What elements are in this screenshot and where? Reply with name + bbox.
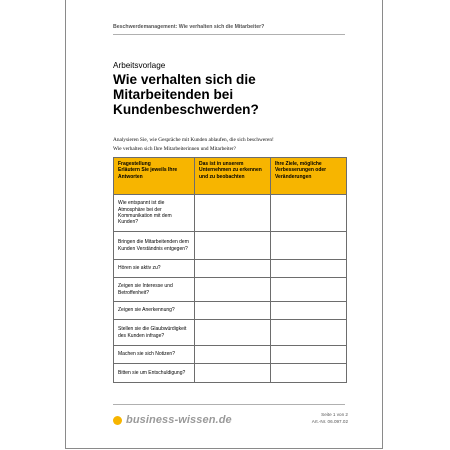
document-kicker: Arbeitsvorlage — [113, 61, 166, 70]
question-cell: Bitten sie um Entschuldigung? — [114, 364, 195, 383]
document-title: Wie verhalten sich die Mitarbeitenden bei Kundenbeschwerden? — [113, 72, 259, 117]
logo-text: business-wissen.de — [126, 414, 232, 426]
goals-cell[interactable] — [271, 232, 347, 260]
article-number: Art.-Nr. 06.097.02 — [311, 419, 348, 424]
goals-cell[interactable] — [271, 302, 347, 320]
column-header-observed-label: Das ist in unserem Unternehmen zu erkennen und zu beobachten — [199, 161, 262, 180]
column-header-goals-label: Ihre Ziele, mögliche Verbesserungen oder Veränderungen — [275, 161, 327, 180]
goals-cell[interactable] — [271, 346, 347, 364]
question-cell: Bringen die Mitarbeitenden dem Kunden Verständnis entgegen? — [114, 232, 195, 260]
running-header: Beschwerdemanagement: Wie verhalten sich die Mitarbeiter? — [113, 24, 265, 30]
goals-cell[interactable] — [271, 320, 347, 346]
column-header-goals — [271, 158, 347, 195]
observed-cell[interactable] — [195, 364, 271, 383]
goals-cell[interactable] — [271, 260, 347, 278]
table-row — [114, 195, 347, 232]
page-info — [312, 411, 348, 425]
table-row — [114, 278, 347, 302]
logo-dot-icon — [113, 416, 122, 425]
observed-cell[interactable] — [195, 232, 271, 260]
question-cell: Machen sie sich Notizen? — [114, 346, 195, 364]
question-cell: Zeigen sie Interesse und Betroffenheit? — [114, 278, 195, 302]
intro-line-2: Wie verhalten sich Ihre Mitarbeiterinnen und Mitarbeiter? — [113, 146, 237, 152]
column-header-question — [114, 158, 195, 195]
table-row — [114, 232, 347, 260]
goals-cell[interactable] — [271, 364, 347, 383]
goals-cell[interactable] — [271, 195, 347, 232]
question-cell: Stellen sie die Glaubwürdigkeit des Kunden infrage? — [114, 320, 195, 346]
observed-cell[interactable] — [195, 195, 271, 232]
intro-text — [113, 136, 348, 154]
observed-cell[interactable] — [195, 278, 271, 302]
document-page — [65, 0, 383, 449]
table-row — [114, 346, 347, 364]
footer-divider — [113, 404, 345, 405]
column-header-question-title: Fragestellung — [118, 161, 151, 167]
column-header-question-subtitle: Erläutern Sie jeweils Ihre Antworten — [118, 167, 178, 180]
goals-cell[interactable] — [271, 278, 347, 302]
question-cell: Hören sie aktiv zu? — [114, 260, 195, 278]
table-row — [114, 260, 347, 278]
page-number: Seite 1 von 2 — [321, 412, 348, 417]
worksheet-table — [113, 157, 347, 383]
brand-logo — [113, 413, 232, 427]
question-cell: Zeigen sie Anerkennung? — [114, 302, 195, 320]
column-header-observed — [195, 158, 271, 195]
observed-cell[interactable] — [195, 260, 271, 278]
observed-cell[interactable] — [195, 346, 271, 364]
question-cell: Wie entspannt ist die Atmosphäre bei der Kommunikation mit dem Kunden? — [114, 195, 195, 232]
table-row — [114, 320, 347, 346]
observed-cell[interactable] — [195, 302, 271, 320]
intro-line-1: Analysieren Sie, wie Gespräche mit Kunden ablaufen, die sich beschweren! — [113, 137, 274, 143]
table-header-row — [114, 158, 347, 195]
table-row — [114, 364, 347, 383]
table-row — [114, 302, 347, 320]
observed-cell[interactable] — [195, 320, 271, 346]
header-divider — [113, 34, 345, 35]
